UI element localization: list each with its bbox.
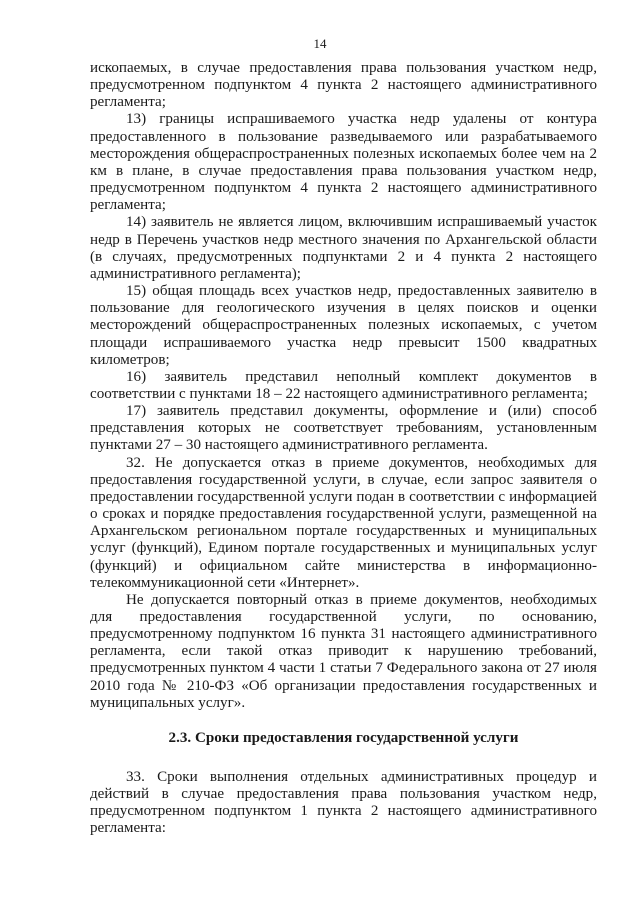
paragraph: 33. Сроки выполнения отдельных административных процедур и действий в случае предоставления права пользования участком недр, предусмотренном подпунктом 1 пункта 2 настоящего административного регламента: bbox=[90, 768, 597, 837]
section-heading: 2.3. Сроки предоставления государственной услуги bbox=[168, 729, 519, 746]
paragraph: ископаемых, в случае предоставления права пользования участком недр, предусмотренном подпунктом 4 пункта 2 настоящего административного регламента; bbox=[90, 60, 597, 111]
paragraph: 15) общая площадь всех участков недр, предоставленных заявителю в пользование для геологического изучения в целях поисков и оценки месторождений общераспространенных полезных ископаемых, с учетом площади испрашиваемого участка недр превысит 1500 квадратных километров; bbox=[90, 283, 597, 368]
paragraph: 13) границы испрашиваемого участка недр удалены от контура предоставленного в пользование разведываемого или разрабатываемого месторождения общераспространенных полезных ископаемых более чем на 2 км в плане, в случае предоставления права пользования участком недр, предусмотренном подпунктом 4 пункта 2 настоящего административного регламента; bbox=[90, 111, 597, 214]
page-number: 14 bbox=[313, 36, 327, 51]
paragraph: Не допускается повторный отказ в приеме документов, необходимых для предоставления государственной услуги, по основанию, предусмотренному подпунктом 16 пункта 31 настоящего административного регламента, если такой отказ приводит к нарушению требований, предусмотренных пунктом 4 части 1 статьи 7 Федерального закона от 27 июля 2010 года № 210-ФЗ «Об организации предоставления государственных и муниципальных услуг». bbox=[90, 591, 597, 711]
paragraph: 32. Не допускается отказ в приеме документов, необходимых для предоставления государственной услуги, в случае, если запрос заявителя о предоставлении государственной услуги подан в соответствии с информацией о сроках и порядке предоставления государственной услуги, размещенной на Архангельском региональном портале государственных и муниципальных услуг (функций), Едином портале государственных и муниципальных услуг (функций) и официальном сайте министерства в информационно-телекоммуникационной сети «Интернет». bbox=[90, 454, 597, 591]
paragraph: 17) заявитель представил документы, оформление и (или) способ представления которых не соответствует требованиям, установленным пунктами 27 – 30 настоящего административного регламента. bbox=[90, 403, 597, 454]
paragraph: 16) заявитель представил неполный комплект документов в соответствии с пунктами 18 – 22 настоящего административного регламента; bbox=[90, 368, 597, 402]
document-body bbox=[90, 60, 597, 838]
paragraph: 14) заявитель не является лицом, включившим испрашиваемый участок недр в Перечень участков недр местного значения по Архангельской области (в случаях, предусмотренных подпунктами 2 и 4 пункта 2 настоящего административного регламента); bbox=[90, 214, 597, 282]
